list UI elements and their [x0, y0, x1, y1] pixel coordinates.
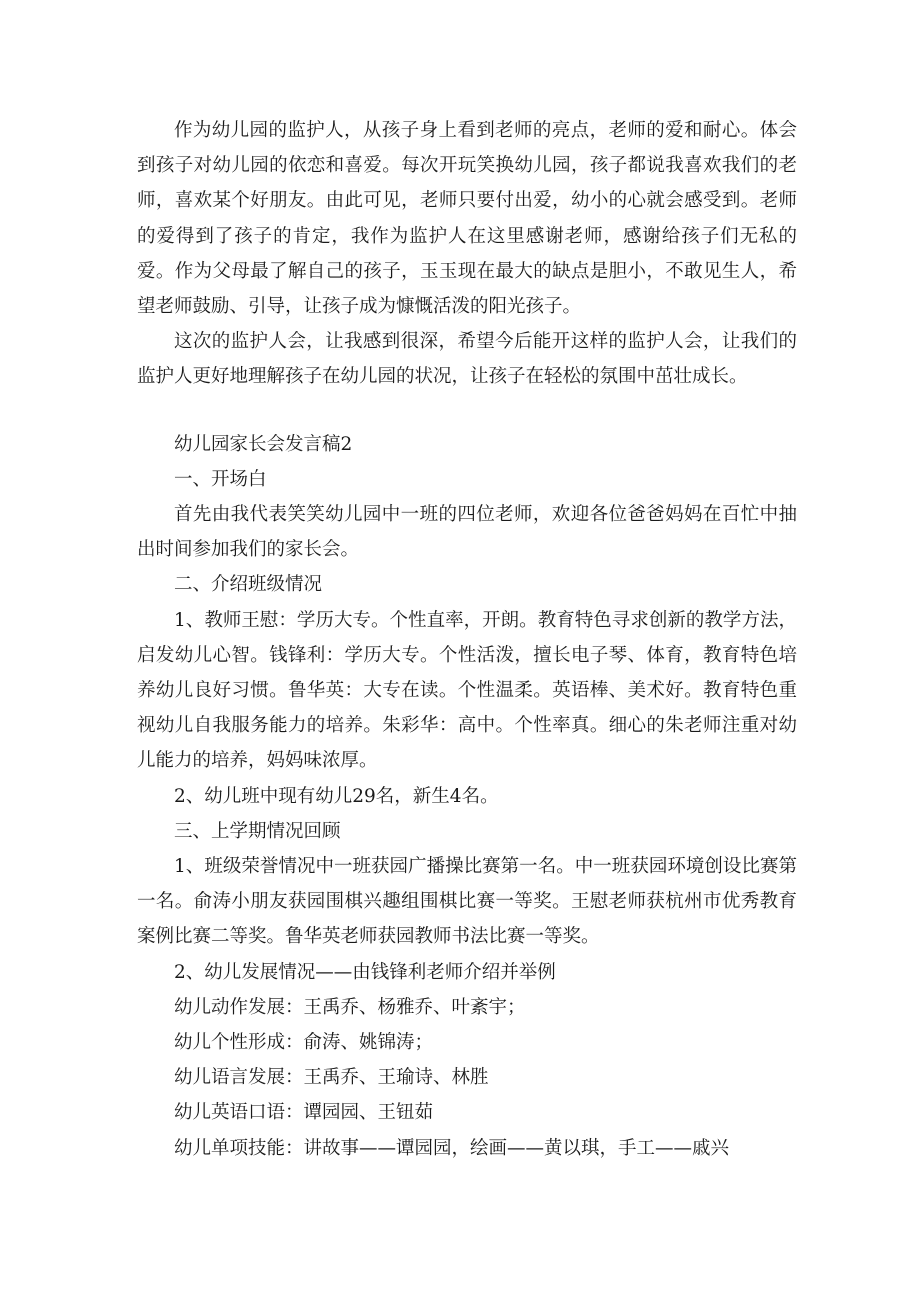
- section1-paragraph: 首先由我代表笑笑幼儿园中一班的四位老师，欢迎各位爸爸妈妈在百忙中抽出时间参加我们的家长会。: [137, 504, 797, 561]
- development-line-5: 幼儿单项技能：讲故事——谭园园，绘画——黄以琪，手工——戚兴: [174, 1137, 730, 1159]
- section3-heading: 三、上学期情况回顾: [174, 820, 341, 842]
- development-line-1: 幼儿动作发展：王禹乔、杨雅乔、叶紊宇；: [174, 996, 526, 1018]
- section2-item-1: 1、教师王慰：学历大专。个性直率，开朗。教育特色寻求创新的教学方法，启发幼儿心智。钱锋利：学历大专。个性活泼，擅长电子琴、体育，教育特色培养幼儿良好习惯。鲁华英：大专在读。个性温柔。英语棒、美术好。教育特色重视幼儿自我服务能力的培养。朱彩华：高中。个性率真。细心的朱老师注重对幼儿能力的培养，妈妈味浓厚。: [137, 609, 797, 772]
- section3-item-1: 1、班级荣誉情况中一班获园广播操比赛第一名。中一班获园环境创设比赛第一名。俞涛小朋友获园围棋兴趣组围棋比赛一等奖。王慰老师获杭州市优秀教育案例比赛二等奖。鲁华英老师获园教师书法比赛一等奖。: [137, 856, 797, 948]
- section3-item-2: 2、幼儿发展情况——由钱锋利老师介绍并举例: [174, 961, 556, 983]
- section1-heading: 一、开场白: [174, 468, 267, 490]
- development-line-4: 幼儿英语口语：谭园园、王钮茹: [174, 1102, 434, 1124]
- section2-item-2: 2、幼儿班中现有幼儿29名，新生4名。: [174, 785, 499, 807]
- development-line-2: 幼儿个性形成：俞涛、姚锦涛；: [174, 1032, 434, 1054]
- document-page: [137, 113, 797, 1166]
- development-line-3: 幼儿语言发展：王禹乔、王瑜诗、林胜: [174, 1067, 489, 1089]
- intro-paragraph-2: 这次的监护人会，让我感到很深，希望今后能开这样的监护人会，让我们的监护人更好地理解孩子在幼儿园的状况，让孩子在轻松的氛围中茁壮成长。: [137, 331, 797, 388]
- intro-paragraph-1: 作为幼儿园的监护人，从孩子身上看到老师的亮点，老师的爱和耐心。体会到孩子对幼儿园的依恋和喜爱。每次开玩笑换幼儿园，孩子都说我喜欢我们的老师，喜欢某个好朋友。由此可见，老师只要付出爱，幼小的心就会感受到。老师的爱得到了孩子的肯定，我作为监护人在这里感谢老师，感谢给孩子们无私的爱。作为父母最了解自己的孩子，玉玉现在最大的缺点是胆小，不敢见生人，希望老师鼓励、引导，让孩子成为慷慨活泼的阳光孩子。: [137, 120, 797, 318]
- section2-heading: 二、介绍班级情况: [174, 574, 323, 596]
- document-title: 幼儿园家长会发言稿2: [174, 433, 353, 455]
- section-gap: [137, 395, 797, 427]
